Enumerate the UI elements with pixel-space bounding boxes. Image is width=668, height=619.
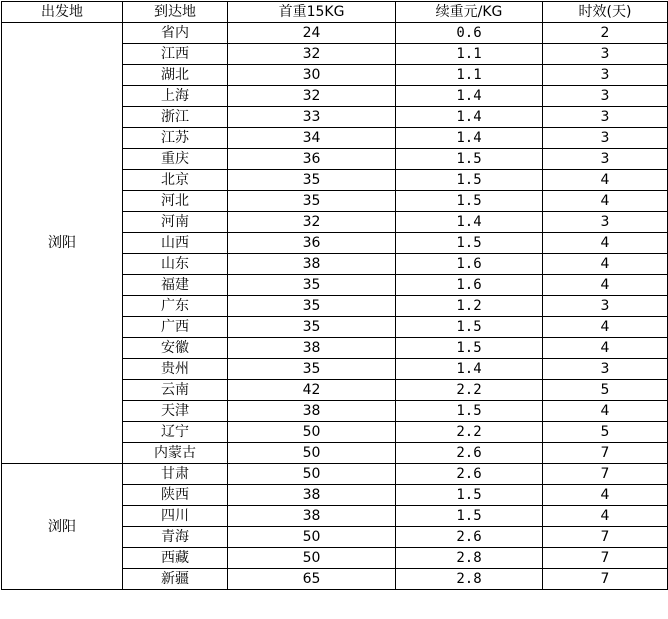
- first-weight-price-cell: 50: [228, 548, 396, 569]
- extra-weight-price-cell: 1.4: [396, 86, 543, 107]
- destination-cell: 贵州: [123, 359, 228, 380]
- first-weight-price-cell: 50: [228, 422, 396, 443]
- delivery-days-cell: 7: [543, 569, 668, 590]
- extra-weight-price-cell: 1.4: [396, 128, 543, 149]
- extra-weight-price-cell: 1.6: [396, 275, 543, 296]
- destination-cell: 青海: [123, 527, 228, 548]
- destination-cell: 山西: [123, 233, 228, 254]
- destination-cell: 内蒙古: [123, 443, 228, 464]
- extra-weight-price-cell: 2.8: [396, 569, 543, 590]
- destination-cell: 省内: [123, 23, 228, 44]
- first-weight-price-cell: 36: [228, 233, 396, 254]
- delivery-days-cell: 2: [543, 23, 668, 44]
- first-weight-price-cell: 34: [228, 128, 396, 149]
- delivery-days-cell: 3: [543, 44, 668, 65]
- extra-weight-price-cell: 2.6: [396, 527, 543, 548]
- delivery-days-cell: 3: [543, 65, 668, 86]
- delivery-days-cell: 4: [543, 254, 668, 275]
- delivery-days-cell: 4: [543, 401, 668, 422]
- header-origin: 出发地: [2, 2, 123, 23]
- destination-cell: 甘肃: [123, 464, 228, 485]
- first-weight-price-cell: 32: [228, 44, 396, 65]
- extra-weight-price-cell: 1.4: [396, 359, 543, 380]
- extra-weight-price-cell: 2.2: [396, 380, 543, 401]
- shipping-rate-table: [1, 1, 668, 590]
- extra-weight-price-cell: 1.1: [396, 44, 543, 65]
- first-weight-price-cell: 50: [228, 464, 396, 485]
- first-weight-price-cell: 32: [228, 212, 396, 233]
- delivery-days-cell: 5: [543, 380, 668, 401]
- table-row: [2, 464, 668, 485]
- delivery-days-cell: 4: [543, 170, 668, 191]
- first-weight-price-cell: 30: [228, 65, 396, 86]
- header-row: [2, 2, 668, 23]
- delivery-days-cell: 4: [543, 233, 668, 254]
- first-weight-price-cell: 38: [228, 401, 396, 422]
- first-weight-price-cell: 38: [228, 485, 396, 506]
- extra-weight-price-cell: 1.4: [396, 212, 543, 233]
- extra-weight-price-cell: 1.5: [396, 401, 543, 422]
- destination-cell: 广西: [123, 317, 228, 338]
- first-weight-price-cell: 33: [228, 107, 396, 128]
- extra-weight-price-cell: 1.5: [396, 233, 543, 254]
- destination-cell: 河南: [123, 212, 228, 233]
- extra-weight-price-cell: 1.4: [396, 107, 543, 128]
- extra-weight-price-cell: 2.8: [396, 548, 543, 569]
- first-weight-price-cell: 50: [228, 443, 396, 464]
- header-destination: 到达地: [123, 2, 228, 23]
- extra-weight-price-cell: 2.6: [396, 443, 543, 464]
- delivery-days-cell: 7: [543, 464, 668, 485]
- destination-cell: 湖北: [123, 65, 228, 86]
- first-weight-price-cell: 36: [228, 149, 396, 170]
- origin-cell: 浏阳: [2, 23, 123, 464]
- delivery-days-cell: 7: [543, 548, 668, 569]
- first-weight-price-cell: 38: [228, 506, 396, 527]
- extra-weight-price-cell: 0.6: [396, 23, 543, 44]
- table-row: [2, 23, 668, 44]
- delivery-days-cell: 4: [543, 275, 668, 296]
- extra-weight-price-cell: 1.5: [396, 149, 543, 170]
- extra-weight-price-cell: 1.5: [396, 191, 543, 212]
- delivery-days-cell: 7: [543, 443, 668, 464]
- extra-weight-price-cell: 1.2: [396, 296, 543, 317]
- delivery-days-cell: 4: [543, 506, 668, 527]
- delivery-days-cell: 3: [543, 212, 668, 233]
- destination-cell: 辽宁: [123, 422, 228, 443]
- destination-cell: 上海: [123, 86, 228, 107]
- delivery-days-cell: 4: [543, 338, 668, 359]
- extra-weight-price-cell: 2.6: [396, 464, 543, 485]
- destination-cell: 河北: [123, 191, 228, 212]
- header-extra-weight-price: 续重元/KG: [396, 2, 543, 23]
- destination-cell: 安徽: [123, 338, 228, 359]
- delivery-days-cell: 4: [543, 317, 668, 338]
- delivery-days-cell: 3: [543, 128, 668, 149]
- first-weight-price-cell: 35: [228, 296, 396, 317]
- destination-cell: 天津: [123, 401, 228, 422]
- extra-weight-price-cell: 1.6: [396, 254, 543, 275]
- destination-cell: 重庆: [123, 149, 228, 170]
- extra-weight-price-cell: 2.2: [396, 422, 543, 443]
- destination-cell: 四川: [123, 506, 228, 527]
- destination-cell: 江苏: [123, 128, 228, 149]
- first-weight-price-cell: 35: [228, 191, 396, 212]
- delivery-days-cell: 4: [543, 191, 668, 212]
- first-weight-price-cell: 42: [228, 380, 396, 401]
- destination-cell: 江西: [123, 44, 228, 65]
- destination-cell: 陕西: [123, 485, 228, 506]
- destination-cell: 新疆: [123, 569, 228, 590]
- first-weight-price-cell: 35: [228, 359, 396, 380]
- delivery-days-cell: 3: [543, 86, 668, 107]
- delivery-days-cell: 5: [543, 422, 668, 443]
- delivery-days-cell: 4: [543, 485, 668, 506]
- first-weight-price-cell: 65: [228, 569, 396, 590]
- first-weight-price-cell: 50: [228, 527, 396, 548]
- extra-weight-price-cell: 1.1: [396, 65, 543, 86]
- delivery-days-cell: 3: [543, 359, 668, 380]
- delivery-days-cell: 3: [543, 107, 668, 128]
- first-weight-price-cell: 35: [228, 317, 396, 338]
- table-body: [2, 23, 668, 590]
- header-first-weight-price: 首重15KG: [228, 2, 396, 23]
- destination-cell: 山东: [123, 254, 228, 275]
- destination-cell: 西藏: [123, 548, 228, 569]
- destination-cell: 福建: [123, 275, 228, 296]
- delivery-days-cell: 3: [543, 149, 668, 170]
- extra-weight-price-cell: 1.5: [396, 506, 543, 527]
- header-delivery-days: 时效(天): [543, 2, 668, 23]
- origin-cell: 浏阳: [2, 464, 123, 590]
- extra-weight-price-cell: 1.5: [396, 338, 543, 359]
- first-weight-price-cell: 38: [228, 338, 396, 359]
- first-weight-price-cell: 24: [228, 23, 396, 44]
- first-weight-price-cell: 32: [228, 86, 396, 107]
- first-weight-price-cell: 38: [228, 254, 396, 275]
- destination-cell: 北京: [123, 170, 228, 191]
- delivery-days-cell: 3: [543, 296, 668, 317]
- destination-cell: 浙江: [123, 107, 228, 128]
- first-weight-price-cell: 35: [228, 275, 396, 296]
- destination-cell: 云南: [123, 380, 228, 401]
- extra-weight-price-cell: 1.5: [396, 485, 543, 506]
- extra-weight-price-cell: 1.5: [396, 170, 543, 191]
- extra-weight-price-cell: 1.5: [396, 317, 543, 338]
- delivery-days-cell: 7: [543, 527, 668, 548]
- destination-cell: 广东: [123, 296, 228, 317]
- first-weight-price-cell: 35: [228, 170, 396, 191]
